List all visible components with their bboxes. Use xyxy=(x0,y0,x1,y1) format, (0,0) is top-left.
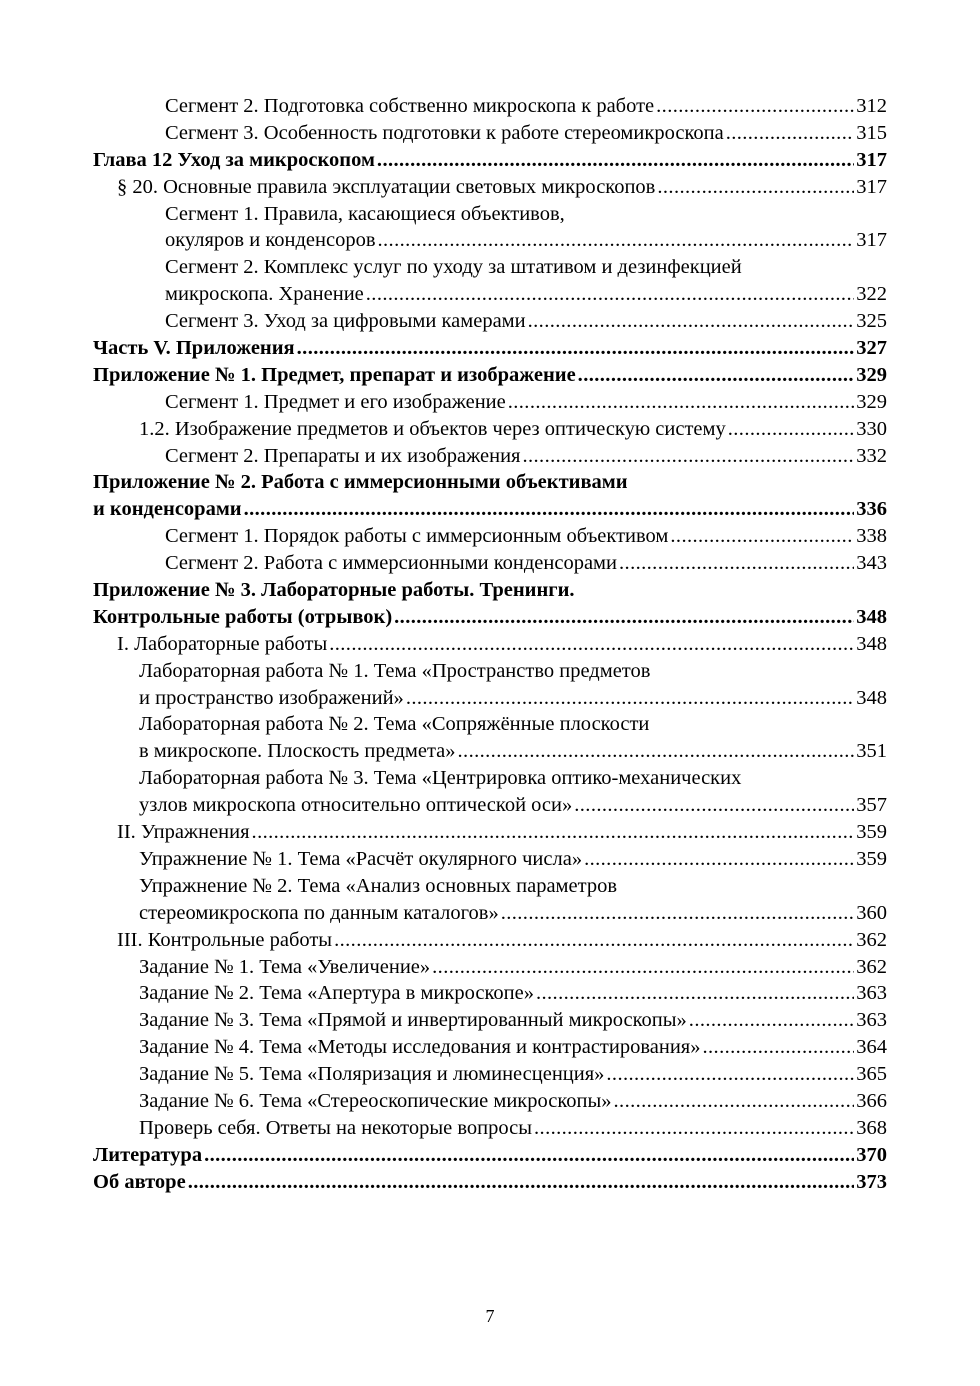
toc-entry-title: окуляров и конденсоров xyxy=(165,229,376,252)
toc-line xyxy=(93,685,887,712)
toc-line xyxy=(93,1115,887,1142)
toc-line xyxy=(93,954,887,981)
toc-entry-title: 1.2. Изображение предметов и объектов через оптическую систему xyxy=(139,417,726,440)
toc-line xyxy=(93,496,887,523)
toc-line xyxy=(93,201,887,228)
toc-line xyxy=(93,980,887,1007)
toc-page-number: 370 xyxy=(856,1143,887,1166)
toc-line xyxy=(93,604,887,631)
toc-entry xyxy=(93,954,887,981)
toc-leader-dots xyxy=(574,792,854,819)
toc-leader-dots xyxy=(458,738,855,765)
toc-line xyxy=(93,389,887,416)
toc-entry xyxy=(93,980,887,1007)
toc-line xyxy=(93,738,887,765)
toc-entry xyxy=(93,362,887,389)
toc-entry xyxy=(93,1142,887,1169)
toc-line xyxy=(93,550,887,577)
toc-entry-title: в микроскопе. Плоскость предмета» xyxy=(139,740,456,763)
toc-entry-title: стереомикроскопа по данным каталогов» xyxy=(139,901,499,924)
toc-leader-dots xyxy=(606,1061,854,1088)
toc-entry-title: Лабораторная работа № 3. Тема «Центрировка оптико-механических xyxy=(139,767,742,790)
toc-page-number: 325 xyxy=(856,310,887,333)
toc-page-number: 315 xyxy=(856,121,887,144)
toc-entry xyxy=(93,873,887,927)
toc-entry xyxy=(93,1007,887,1034)
toc-leader-dots xyxy=(614,1088,855,1115)
toc-entry-title: микроскопа. Хранение xyxy=(165,283,364,306)
toc-entry xyxy=(93,335,887,362)
toc-entry-title: Сегмент 1. Предмет и его изображение xyxy=(165,390,506,413)
toc-leader-dots xyxy=(394,604,854,631)
toc-line xyxy=(93,792,887,819)
toc-leader-dots xyxy=(188,1169,855,1196)
toc-leader-dots xyxy=(334,927,854,954)
toc-entry-title: Приложение № 3. Лабораторные работы. Тренинги. xyxy=(93,579,575,602)
toc-entry-title: Об авторе xyxy=(93,1170,186,1193)
toc-entry xyxy=(93,765,887,819)
toc-entry xyxy=(93,819,887,846)
toc-entry-title: Сегмент 3. Особенность подготовки к работе стереомикроскопа xyxy=(165,121,724,144)
toc-entry xyxy=(93,201,887,255)
toc-entry xyxy=(93,469,887,523)
page-number: 7 xyxy=(485,1306,495,1326)
toc-entry-title: Упражнение № 2. Тема «Анализ основных параметров xyxy=(139,874,617,897)
toc-page-number: 348 xyxy=(856,632,887,655)
toc-entry xyxy=(93,174,887,201)
toc-entry xyxy=(93,658,887,712)
toc-entry xyxy=(93,631,887,658)
toc-page-number: 359 xyxy=(856,847,887,870)
toc-page-number: 359 xyxy=(856,821,887,844)
toc-entry xyxy=(93,523,887,550)
toc-line xyxy=(93,254,887,281)
toc-leader-dots xyxy=(329,631,854,658)
toc-leader-dots xyxy=(703,1034,855,1061)
toc-entry xyxy=(93,927,887,954)
toc-entry-title: Сегмент 2. Препараты и их изображения xyxy=(165,444,521,467)
toc-entry-title: Сегмент 1. Правила, касающиеся объективов, xyxy=(165,202,565,225)
toc-entry-title: Задание № 2. Тема «Апертура в микроскопе» xyxy=(139,982,534,1005)
toc-leader-dots xyxy=(578,362,855,389)
toc-leader-dots xyxy=(244,496,855,523)
toc-line xyxy=(93,1007,887,1034)
toc-entry-title: I. Лабораторные работы xyxy=(117,632,328,655)
toc-entry-title: Глава 12 Уход за микроскопом xyxy=(93,148,375,171)
toc-entry xyxy=(93,147,887,174)
toc-leader-dots xyxy=(297,335,855,362)
toc-leader-dots xyxy=(204,1142,854,1169)
toc-page-number: 364 xyxy=(856,1036,887,1059)
toc-entry-title: Сегмент 2. Работа с иммерсионными конденсорами xyxy=(165,552,618,575)
toc-page-number: 351 xyxy=(856,740,887,763)
toc-leader-dots xyxy=(522,443,854,470)
toc-line xyxy=(93,308,887,335)
toc-page-number: 327 xyxy=(856,337,887,360)
toc-entry xyxy=(93,120,887,147)
toc-line xyxy=(93,362,887,389)
toc-entry-title: Приложение № 2. Работа с иммерсионными объективами xyxy=(93,471,628,494)
toc-entry-title: Сегмент 2. Подготовка собственно микроскопа к работе xyxy=(165,95,655,117)
toc-page-number: 368 xyxy=(856,1116,887,1139)
toc-line xyxy=(93,577,887,604)
toc-entry-title: Упражнение № 1. Тема «Расчёт окулярного числа» xyxy=(139,847,583,870)
toc-entry-title: Задание № 4. Тема «Методы исследования и контрастирования» xyxy=(139,1036,701,1059)
toc-page-number: 373 xyxy=(856,1170,887,1193)
toc-entry-title: узлов микроскопа относительно оптической оси» xyxy=(139,794,573,817)
toc-leader-dots xyxy=(536,980,854,1007)
toc-entry-title: Лабораторная работа № 1. Тема «Пространство предметов xyxy=(139,659,651,682)
toc-line xyxy=(93,900,887,927)
toc-page-number: 362 xyxy=(856,928,887,951)
toc-line xyxy=(93,281,887,308)
toc-leader-dots xyxy=(366,281,854,308)
toc-page-number: 317 xyxy=(856,229,887,252)
toc-leader-dots xyxy=(726,120,855,147)
toc-entry xyxy=(93,254,887,308)
toc-entry-title: Сегмент 3. Уход за цифровыми камерами xyxy=(165,310,526,333)
toc-entry-title: Проверь себя. Ответы на некоторые вопросы xyxy=(139,1116,533,1139)
toc-line xyxy=(93,93,887,120)
toc-line xyxy=(93,1034,887,1061)
toc-page-number: 348 xyxy=(856,605,887,628)
toc-entry-title: III. Контрольные работы xyxy=(117,928,333,951)
toc-line xyxy=(93,927,887,954)
toc-page-number: 317 xyxy=(856,148,887,171)
toc-leader-dots xyxy=(534,1115,854,1142)
toc-line xyxy=(93,1088,887,1115)
toc-entry-title: Приложение № 1. Предмет, препарат и изображение xyxy=(93,363,576,386)
toc-entry xyxy=(93,1061,887,1088)
toc-page-number: 317 xyxy=(856,175,887,198)
toc-entry xyxy=(93,711,887,765)
toc-entry-title: Задание № 3. Тема «Прямой и инвертированный микроскопы» xyxy=(139,1009,687,1032)
toc-entry xyxy=(93,550,887,577)
toc-line xyxy=(93,819,887,846)
toc-leader-dots xyxy=(252,819,855,846)
toc-entry-title: § 20. Основные правила эксплуатации световых микроскопов xyxy=(117,175,656,198)
toc-page-number: 329 xyxy=(856,363,887,386)
toc-line xyxy=(93,846,887,873)
toc-line xyxy=(93,523,887,550)
toc-line xyxy=(93,335,887,362)
toc-page-number: 336 xyxy=(856,498,887,521)
toc-page-number: 322 xyxy=(856,283,887,306)
toc-leader-dots xyxy=(528,308,855,335)
toc-entry xyxy=(93,416,887,443)
toc-page-number: 312 xyxy=(856,95,887,117)
toc-leader-dots xyxy=(378,227,855,254)
toc-entry-title: Сегмент 2. Комплекс услуг по уходу за штативом и дезинфекцией xyxy=(165,256,742,279)
toc-leader-dots xyxy=(406,685,854,712)
toc-entry-title: Контрольные работы (отрывок) xyxy=(93,605,393,628)
toc-page-number: 330 xyxy=(856,417,887,440)
toc-page-number: 338 xyxy=(856,525,887,548)
toc-leader-dots xyxy=(670,523,854,550)
toc-leader-dots xyxy=(657,174,854,201)
toc-leader-dots xyxy=(656,93,854,120)
toc-line xyxy=(93,443,887,470)
toc-leader-dots xyxy=(377,147,854,174)
toc-leader-dots xyxy=(508,389,855,416)
toc-entry xyxy=(93,1088,887,1115)
toc-line xyxy=(93,631,887,658)
toc-page-number: 343 xyxy=(856,552,887,575)
toc-entry-title: Задание № 5. Тема «Поляризация и люминесценция» xyxy=(139,1063,605,1086)
toc-entry-title: и конденсорами xyxy=(93,498,242,521)
toc-entry-title: Литература xyxy=(93,1143,203,1166)
toc-line xyxy=(93,120,887,147)
toc-page-number: 366 xyxy=(856,1089,887,1112)
toc-line xyxy=(93,1142,887,1169)
toc-entry xyxy=(93,1115,887,1142)
toc-page-number: 363 xyxy=(856,1009,887,1032)
toc-entry-title: Часть V. Приложения xyxy=(93,337,295,360)
toc-line xyxy=(93,765,887,792)
toc-line xyxy=(93,1169,887,1196)
toc-leader-dots xyxy=(501,900,855,927)
toc-entry xyxy=(93,443,887,470)
toc-entry xyxy=(93,1034,887,1061)
toc-page-number: 360 xyxy=(856,901,887,924)
toc-line xyxy=(93,711,887,738)
toc-entry xyxy=(93,577,887,631)
toc-page-number: 363 xyxy=(856,982,887,1005)
toc-entry xyxy=(93,846,887,873)
toc-page-number: 348 xyxy=(856,686,887,709)
toc-leader-dots xyxy=(619,550,854,577)
toc-page-number: 357 xyxy=(856,794,887,817)
toc-line xyxy=(93,147,887,174)
toc-entry-title: Задание № 1. Тема «Увеличение» xyxy=(139,955,431,978)
toc-leader-dots xyxy=(432,954,854,981)
toc-line xyxy=(93,873,887,900)
toc-entry xyxy=(93,308,887,335)
toc-leader-dots xyxy=(728,416,855,443)
toc-page-number: 329 xyxy=(856,390,887,413)
toc-entry-title: и пространство изображений» xyxy=(139,686,404,709)
toc-entry-title: Задание № 6. Тема «Стереоскопические микроскопы» xyxy=(139,1089,612,1112)
toc-leader-dots xyxy=(689,1007,854,1034)
toc-line xyxy=(93,658,887,685)
toc-line xyxy=(93,469,887,496)
toc-entry-title: Лабораторная работа № 2. Тема «Сопряжённые плоскости xyxy=(139,713,650,736)
toc-page-number: 332 xyxy=(856,444,887,467)
table-of-contents xyxy=(93,93,887,1196)
toc-entry-title: Сегмент 1. Порядок работы с иммерсионным объективом xyxy=(165,525,669,548)
toc-line xyxy=(93,1061,887,1088)
toc-page-number: 365 xyxy=(856,1063,887,1086)
toc-line xyxy=(93,174,887,201)
toc-page-number: 362 xyxy=(856,955,887,978)
toc-line xyxy=(93,227,887,254)
toc-entry xyxy=(93,389,887,416)
toc-entry xyxy=(93,93,887,120)
toc-line xyxy=(93,416,887,443)
toc-entry xyxy=(93,1169,887,1196)
toc-leader-dots xyxy=(584,846,854,873)
toc-entry-title: II. Упражнения xyxy=(117,821,250,844)
